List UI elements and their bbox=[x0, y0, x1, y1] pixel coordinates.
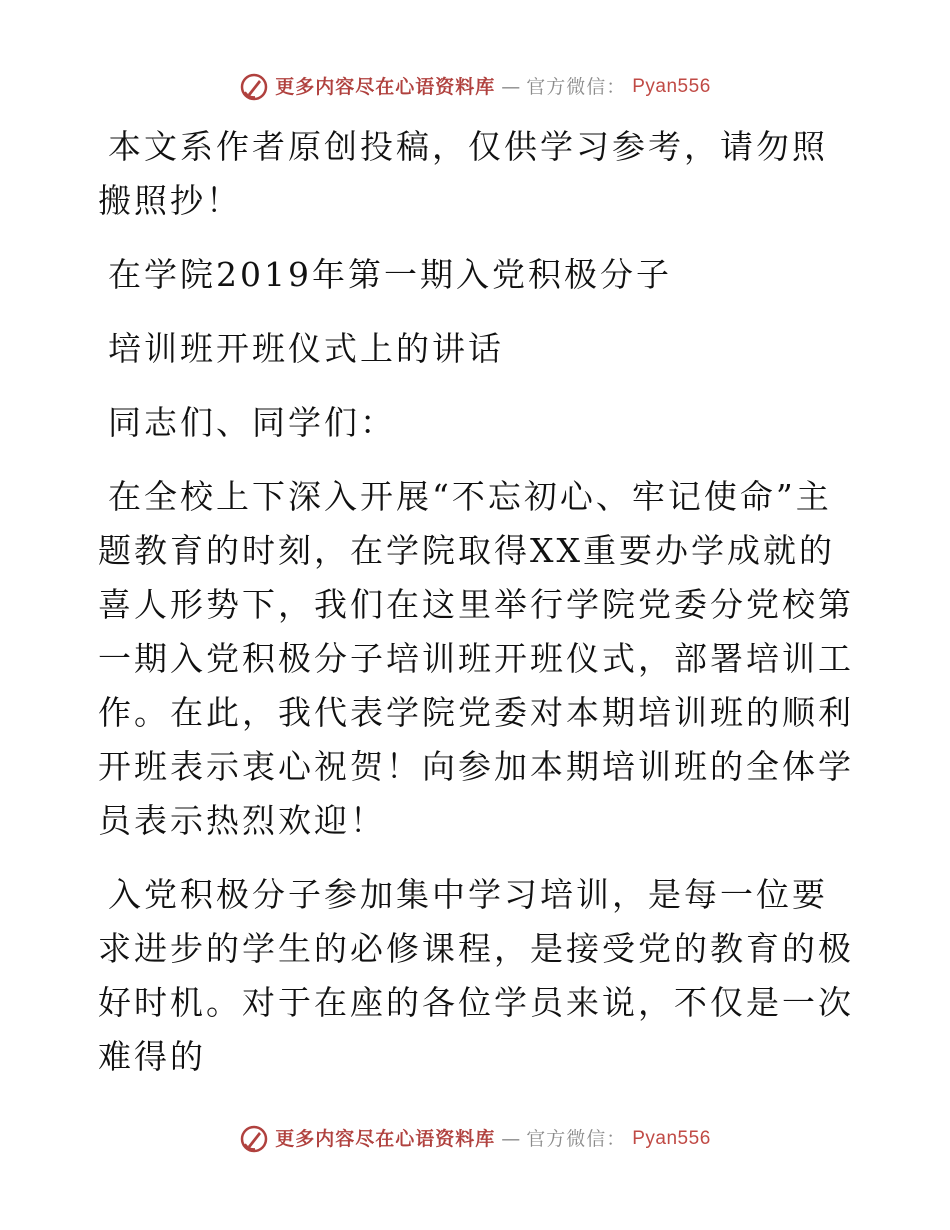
watermark-dash: — bbox=[501, 76, 521, 98]
title-line-2: 培训班开班仪式上的讲话 bbox=[108, 329, 504, 368]
title-line-1: 在学院2019年第一期入党积极分子 bbox=[108, 255, 672, 294]
header-watermark bbox=[0, 72, 950, 102]
body-paragraph-2: 入党积极分子参加集中学习培训，是每一位要求进步的学生的必修课程，是接受党的教育的极好时机。对于在座的各位学员来说，不仅是一次难得的 bbox=[98, 875, 854, 1076]
body-paragraph-1: 在全校上下深入开展“不忘初心、牢记使命”主题教育的时刻，在学院取得XX重要办学成就的喜人形势下，我们在这里举行学院党委分党校第一期入党积极分子培训班开班仪式，部署培训工作。在此，我代表学院党委对本期培训班的顺利开班表示衷心祝贺！向参加本期培训班的全体学员表示热烈欢迎！ bbox=[98, 477, 854, 840]
quill-logo-icon bbox=[239, 1124, 269, 1154]
quill-logo-icon bbox=[239, 72, 269, 102]
watermark-official-label: 官方微信： bbox=[526, 76, 627, 98]
salutation: 同志们、同学们： bbox=[108, 403, 396, 442]
copyright-notice: 本文系作者原创投稿，仅供学习参考，请勿照搬照抄！ bbox=[98, 127, 828, 220]
watermark-official-label: 官方微信： bbox=[526, 1128, 627, 1150]
watermark-dash: — bbox=[501, 1128, 521, 1150]
watermark-wechat-id: Pyan556 bbox=[632, 76, 711, 97]
watermark-text: 更多内容尽在心语资料库 bbox=[275, 76, 496, 98]
watermark-text: 更多内容尽在心语资料库 bbox=[275, 1128, 496, 1150]
watermark-wechat-id: Pyan556 bbox=[632, 1128, 711, 1149]
footer-watermark bbox=[0, 1124, 950, 1154]
document-body bbox=[98, 120, 858, 1104]
